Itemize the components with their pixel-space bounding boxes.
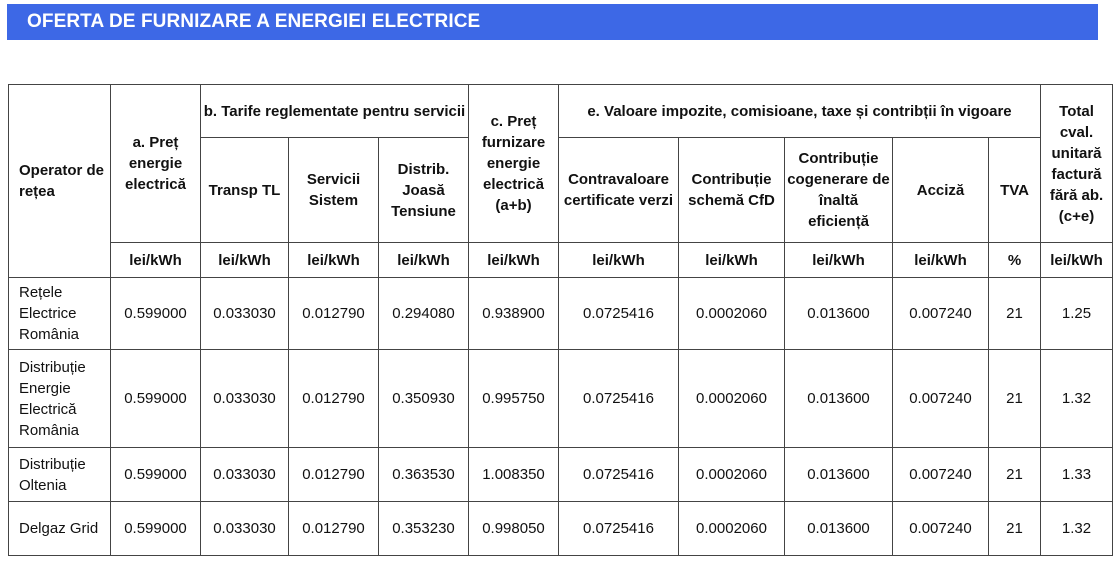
unit-cell: lei/kWh bbox=[1041, 243, 1113, 278]
value-cell: 0.033030 bbox=[201, 448, 289, 502]
value-cell: 0.012790 bbox=[289, 350, 379, 448]
operator-name: Delgaz Grid bbox=[9, 502, 111, 556]
value-cell: 0.294080 bbox=[379, 278, 469, 350]
operator-name: Rețele Electrice România bbox=[9, 278, 111, 350]
value-cell: 0.938900 bbox=[469, 278, 559, 350]
table-row bbox=[9, 502, 1113, 556]
unit-cell: lei/kWh bbox=[893, 243, 989, 278]
unit-cell: lei/kWh bbox=[679, 243, 785, 278]
header-total: Total cval. unitară factură fără ab. (c+e) bbox=[1041, 85, 1113, 243]
value-cell: 0.013600 bbox=[785, 350, 893, 448]
header-excise: Acciză bbox=[893, 138, 989, 243]
table-row bbox=[9, 350, 1113, 448]
value-cell: 0.013600 bbox=[785, 502, 893, 556]
value-cell: 0.007240 bbox=[893, 448, 989, 502]
header-taxes-group: e. Valoare impozite, comisioane, taxe și contribții în vigoare bbox=[559, 85, 1041, 138]
value-cell: 21 bbox=[989, 278, 1041, 350]
value-cell: 0.353230 bbox=[379, 502, 469, 556]
unit-cell: lei/kWh bbox=[469, 243, 559, 278]
header-system-services: Servicii Sistem bbox=[289, 138, 379, 243]
value-cell: 0.350930 bbox=[379, 350, 469, 448]
header-energy-price: a. Preț energie electrică bbox=[111, 85, 201, 243]
operator-name: Distribuție Oltenia bbox=[9, 448, 111, 502]
units-row bbox=[9, 243, 1113, 278]
value-cell: 1.33 bbox=[1041, 448, 1113, 502]
value-cell: 0.033030 bbox=[201, 278, 289, 350]
value-cell: 0.007240 bbox=[893, 502, 989, 556]
value-cell: 21 bbox=[989, 350, 1041, 448]
page-title-banner bbox=[7, 4, 1098, 40]
header-regulated-tariffs: b. Tarife reglementate pentru servicii bbox=[201, 85, 469, 138]
value-cell: 0.363530 bbox=[379, 448, 469, 502]
header-cogeneration: Contribuție cogenerare de înaltă eficiență bbox=[785, 138, 893, 243]
value-cell: 0.007240 bbox=[893, 350, 989, 448]
value-cell: 0.0725416 bbox=[559, 278, 679, 350]
value-cell: 0.012790 bbox=[289, 278, 379, 350]
value-cell: 0.013600 bbox=[785, 278, 893, 350]
value-cell: 0.0002060 bbox=[679, 350, 785, 448]
table-row bbox=[9, 278, 1113, 350]
value-cell: 1.32 bbox=[1041, 350, 1113, 448]
unit-cell: lei/kWh bbox=[785, 243, 893, 278]
value-cell: 0.007240 bbox=[893, 278, 989, 350]
value-cell: 0.0002060 bbox=[679, 278, 785, 350]
unit-cell: lei/kWh bbox=[201, 243, 289, 278]
page-title: OFERTA DE FURNIZARE A ENERGIEI ELECTRICE bbox=[27, 11, 481, 32]
header-cfd: Contribuție schemă CfD bbox=[679, 138, 785, 243]
value-cell: 0.0725416 bbox=[559, 448, 679, 502]
header-vat: TVA bbox=[989, 138, 1041, 243]
table-row bbox=[9, 448, 1113, 502]
header-transport: Transp TL bbox=[201, 138, 289, 243]
unit-cell: % bbox=[989, 243, 1041, 278]
value-cell: 0.0725416 bbox=[559, 350, 679, 448]
unit-cell: lei/kWh bbox=[111, 243, 201, 278]
value-cell: 0.012790 bbox=[289, 448, 379, 502]
header-green-certificates: Contravaloare certificate verzi bbox=[559, 138, 679, 243]
unit-cell: lei/kWh bbox=[379, 243, 469, 278]
operator-name: Distribuție Energie Electrică România bbox=[9, 350, 111, 448]
value-cell: 0.998050 bbox=[469, 502, 559, 556]
header-distribution: Distrib. Joasă Tensiune bbox=[379, 138, 469, 243]
unit-cell: lei/kWh bbox=[559, 243, 679, 278]
offer-table bbox=[8, 84, 1113, 556]
value-cell: 0.599000 bbox=[111, 502, 201, 556]
header-supply-price: c. Preț furnizare energie electrică (a+b) bbox=[469, 85, 559, 243]
value-cell: 0.599000 bbox=[111, 448, 201, 502]
value-cell: 0.033030 bbox=[201, 350, 289, 448]
value-cell: 1.32 bbox=[1041, 502, 1113, 556]
value-cell: 21 bbox=[989, 448, 1041, 502]
table-body bbox=[9, 278, 1113, 556]
header-operator: Operator de rețea bbox=[9, 85, 111, 278]
value-cell: 0.033030 bbox=[201, 502, 289, 556]
value-cell: 0.0002060 bbox=[679, 502, 785, 556]
value-cell: 0.995750 bbox=[469, 350, 559, 448]
value-cell: 21 bbox=[989, 502, 1041, 556]
value-cell: 0.0725416 bbox=[559, 502, 679, 556]
value-cell: 0.0002060 bbox=[679, 448, 785, 502]
value-cell: 1.25 bbox=[1041, 278, 1113, 350]
value-cell: 1.008350 bbox=[469, 448, 559, 502]
value-cell: 0.013600 bbox=[785, 448, 893, 502]
value-cell: 0.599000 bbox=[111, 278, 201, 350]
value-cell: 0.012790 bbox=[289, 502, 379, 556]
unit-cell: lei/kWh bbox=[289, 243, 379, 278]
value-cell: 0.599000 bbox=[111, 350, 201, 448]
